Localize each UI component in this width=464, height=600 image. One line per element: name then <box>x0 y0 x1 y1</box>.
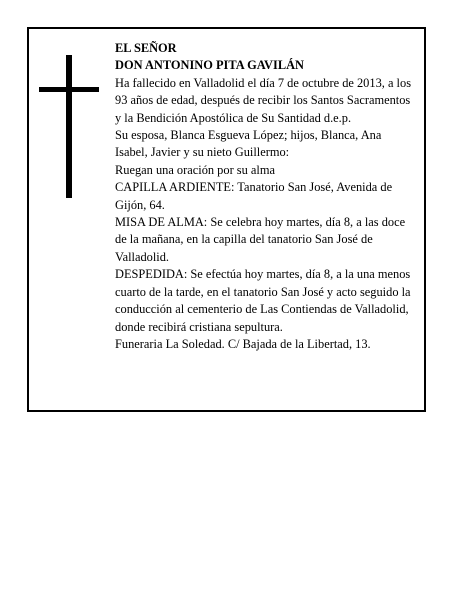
chapel-info: CAPILLA ARDIENTE: Tanatorio San José, Avenida de Gijón, 64. <box>115 180 393 212</box>
cross-vertical-bar <box>66 55 72 198</box>
family-members: Su esposa, Blanca Esgueva López; hijos, Blanca, Ana Isabel, Javier y su nieto Guillermo: <box>115 128 382 160</box>
obituary-notice <box>27 27 426 412</box>
obituary-text <box>115 40 415 353</box>
cross-horizontal-bar <box>39 87 99 92</box>
notice-title-honorific: EL SEÑOR <box>115 41 177 55</box>
death-announcement: Ha fallecido en Valladolid el día 7 de octubre de 2013, a los 93 años de edad, después de recibir los Santos Sacramentos y la Bendición Apostólica de Su Santidad d.e.p. <box>115 75 412 125</box>
funeral-home-info: Funeraria La Soledad. C/ Bajada de la Libertad, 13. <box>115 336 371 351</box>
mass-info: MISA DE ALMA: Se celebra hoy martes, día 8, a las doce de la mañana, en la capilla del tanatorio San José de Valladolid. <box>115 215 406 264</box>
farewell-info: DESPEDIDA: Se efectúa hoy martes, día 8, a la una menos cuarto de la tarde, en el tanatorio San José y acto seguido la conducción al cementerio de Las Contiendas de Valladolid, donde recibirá cristiana sepultura. <box>115 267 411 334</box>
prayer-request: Ruegan una oración por su alma <box>115 162 275 177</box>
deceased-name: DON ANTONINO PITA GAVILÁN <box>115 58 304 73</box>
latin-cross-icon <box>39 55 99 198</box>
